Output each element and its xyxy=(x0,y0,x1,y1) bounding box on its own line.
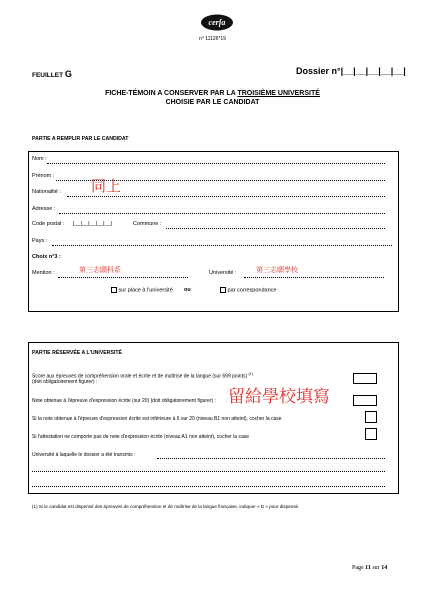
handwritten-school-fills: 留給學校填寫 xyxy=(228,387,330,407)
feuillet-label xyxy=(32,69,72,79)
transmis-field[interactable] xyxy=(157,458,385,459)
handwritten-university: 第三志願學校 xyxy=(256,266,298,274)
adresse-field[interactable] xyxy=(59,213,385,214)
pays-label: Pays : xyxy=(32,238,48,244)
mention-label: Mention : xyxy=(32,270,55,276)
feuillet-letter: G xyxy=(64,69,72,79)
score-box[interactable] xyxy=(353,373,377,384)
prenom-label: Prénom : xyxy=(32,173,55,179)
correspondance-label: par correspondance xyxy=(227,287,277,294)
correspondance-checkbox[interactable] xyxy=(220,287,226,293)
dossier-label: Dossier n° xyxy=(296,66,341,76)
note-ecrite-label: Note obtenue à l'épreuve d'expression écrite (sur 20) (doit obligatoirement figurer) : xyxy=(32,398,216,404)
page-current: 11 xyxy=(365,565,371,571)
nom-label: Nom : xyxy=(32,156,47,162)
handwritten-same-as-above: 同上 xyxy=(91,177,122,195)
transmis-label: Université à laquelle le dossier a été transmis : xyxy=(32,452,136,458)
code-postal-label: Code postal : xyxy=(32,221,65,227)
title-line1-underlined: TROISIÈME UNIVERSITÉ xyxy=(237,90,320,97)
score-text: Score aux épreuves de compréhension orale et écrite et de maîtrise de la langue (sur 699 points) xyxy=(32,373,248,380)
page-prefix: Page xyxy=(352,565,366,571)
note-inf-label: Si la note obtenue à l'épreuve d'expression écrite est inférieure à 6 sur 20 (niveau B1 non atteint), cocher la case xyxy=(32,416,282,422)
page-title-line2: CHOISIE PAR LE CANDIDAT xyxy=(165,99,260,106)
universite-label: Université : xyxy=(209,270,237,276)
option-correspondance[interactable] xyxy=(220,287,276,293)
sur-place-label: sur place à l'université xyxy=(118,287,173,294)
nom-field[interactable] xyxy=(47,163,385,164)
universite-field[interactable] xyxy=(244,277,384,278)
attestation-checkbox[interactable] xyxy=(365,428,377,440)
dossier-boxes[interactable]: |__|__|__|__|__| xyxy=(340,66,406,76)
or-label: ou xyxy=(184,287,191,293)
pays-field[interactable] xyxy=(52,245,392,246)
cerfa-logo-icon xyxy=(200,14,234,31)
note-inf-checkbox[interactable] xyxy=(365,411,377,423)
score-label-line2: (doit obligatoirement figurer) : xyxy=(32,379,98,385)
handwritten-mention: 第三志願科系 xyxy=(79,266,121,274)
choix-label: Choix n°3 : xyxy=(32,254,61,260)
form-number: n° 11126*19 xyxy=(199,36,226,42)
footnote: (1) Si le candidat est dispensé des épreuves de compréhension et de maîtrise de la langue française, indiquer « D » pour dispensé. xyxy=(32,504,300,509)
candidate-section-box xyxy=(28,151,399,312)
nationalite-label: Nationalité : xyxy=(32,189,62,195)
sur-place-checkbox[interactable] xyxy=(111,287,117,293)
code-postal-field[interactable]: |__|__|__|__|__| xyxy=(73,221,113,227)
mention-field[interactable] xyxy=(58,277,188,278)
score-footnote-ref: (1) xyxy=(248,372,253,376)
section-university-heading: PARTIE RÉSERVÉE A L'UNIVERSITÉ xyxy=(32,350,123,356)
commune-label: Commune : xyxy=(133,221,162,227)
page-title-line1 xyxy=(0,90,425,97)
adresse-label: Adresse : xyxy=(32,206,56,212)
feuillet-word: FEUILLET xyxy=(32,72,64,79)
note-ecrite-box[interactable] xyxy=(353,395,377,406)
page-total: 14 xyxy=(381,565,388,571)
option-sur-place[interactable] xyxy=(111,287,173,293)
page-middle: sur xyxy=(370,565,382,571)
page-number xyxy=(352,565,387,571)
commune-field[interactable] xyxy=(166,228,385,229)
transmis-field-line3[interactable] xyxy=(32,486,385,487)
title-line1-pre: FICHE-TÉMOIN A CONSERVER PAR LA xyxy=(105,90,238,97)
dossier-number xyxy=(296,66,406,76)
section-candidate-heading: PARTIE A REMPLIR PAR LE CANDIDAT xyxy=(32,136,129,142)
attestation-label: Si l'attestation ne comporte pas de note d'expression écrite (niveau A1 non atteint), cocher la case xyxy=(32,434,250,440)
nationalite-field[interactable] xyxy=(67,196,385,197)
transmis-field-line2[interactable] xyxy=(32,471,385,472)
logo-text: cerfa xyxy=(208,18,226,27)
